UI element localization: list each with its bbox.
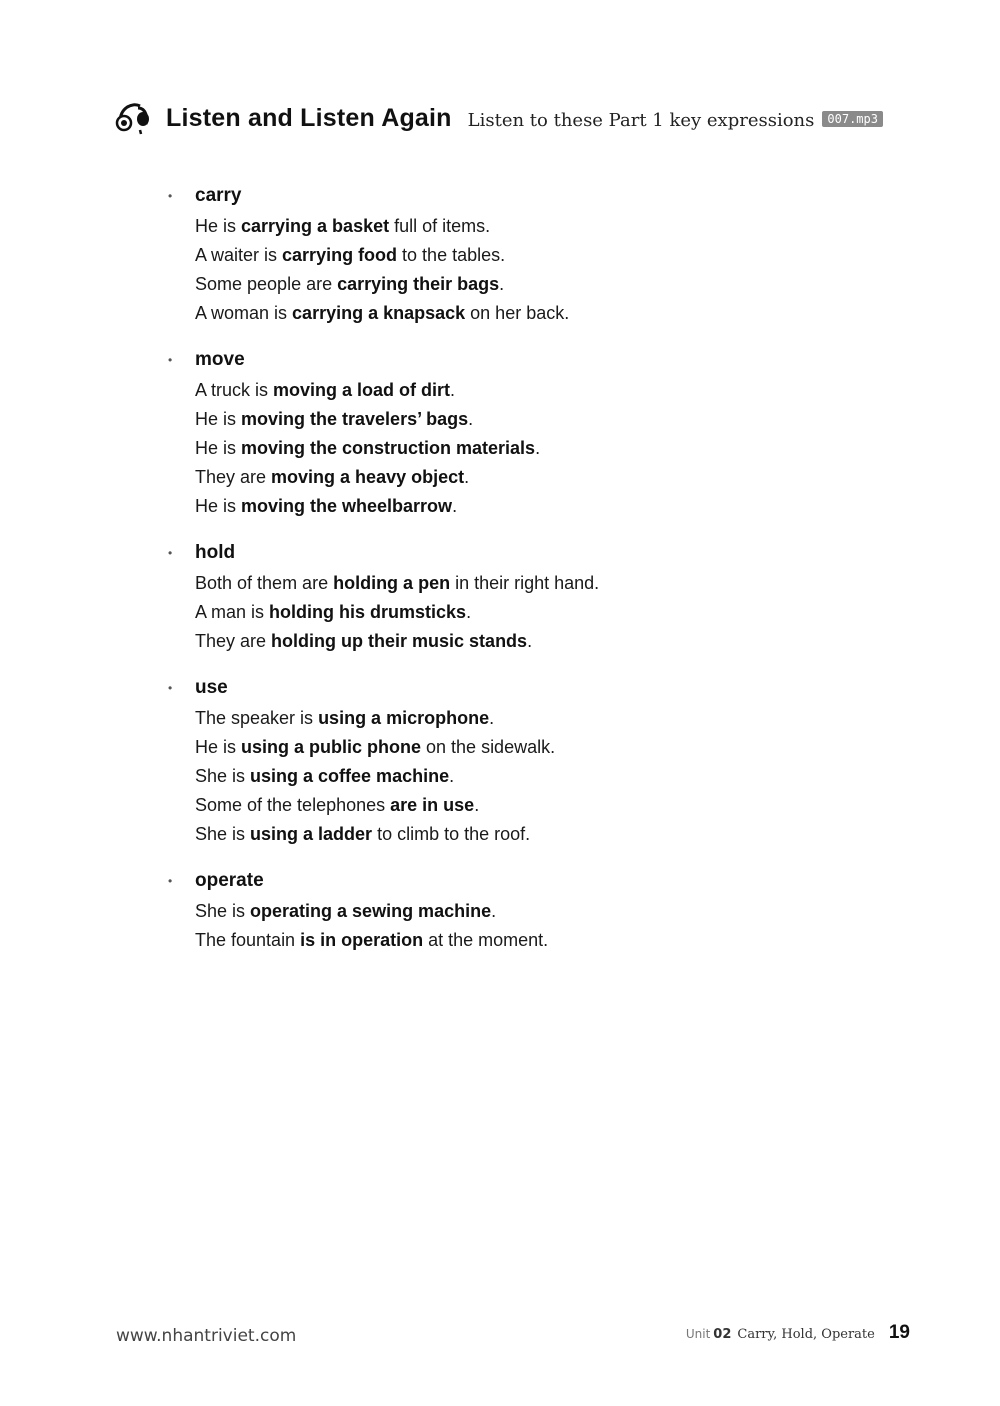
example-sentence — [195, 598, 885, 627]
sentence-text: Both of them are — [195, 573, 334, 593]
sentence-text: in their right hand. — [450, 573, 600, 593]
sentence-text: . — [499, 274, 505, 294]
sentence-text: They are — [195, 631, 272, 651]
sentence-text: He is — [195, 409, 242, 429]
unit-label: Unit — [685, 1327, 711, 1341]
footer-website: www.nhantriviet.com — [116, 1326, 297, 1346]
key-expression: moving the wheelbarrow — [241, 496, 453, 516]
example-sentence — [195, 762, 885, 791]
expression-group-heading — [165, 180, 885, 212]
sentence-text: . — [527, 631, 533, 651]
example-sentence — [195, 299, 885, 328]
sentence-text: Some of the telephones — [195, 795, 391, 815]
keyword: hold — [195, 542, 236, 563]
audio-track-badge: 007.mp3 — [822, 111, 883, 127]
expression-list — [165, 180, 885, 971]
example-sentence — [195, 212, 885, 241]
sentence-text: A man is — [195, 602, 270, 622]
sentence-text: . — [468, 409, 474, 429]
example-sentence — [195, 926, 885, 955]
sentence-text: She is — [195, 901, 251, 921]
keyword: move — [195, 349, 245, 370]
example-sentence — [195, 241, 885, 270]
sentence-text: . — [489, 708, 495, 728]
example-sentence — [195, 405, 885, 434]
bullet-icon: • — [168, 189, 173, 203]
key-expression: carrying a knapsack — [292, 303, 466, 323]
key-expression: carrying their bags — [337, 274, 500, 294]
sentence-text: He is — [195, 496, 242, 516]
example-sentence — [195, 627, 885, 656]
example-sentence — [195, 897, 885, 926]
sentence-text: on her back. — [465, 303, 570, 323]
sentence-text: . — [449, 766, 455, 786]
unit-title: Carry, Hold, Operate — [737, 1327, 875, 1342]
key-expression: moving the construction materials — [241, 438, 536, 458]
example-sentence — [195, 492, 885, 521]
example-sentence — [195, 434, 885, 463]
sentence-text: They are — [195, 467, 272, 487]
key-expression: holding a pen — [333, 573, 451, 593]
expression-group-move — [165, 344, 885, 521]
sentence-text: . — [452, 496, 458, 516]
key-expression: moving a heavy object — [271, 467, 465, 487]
key-expression: carrying a basket — [241, 216, 390, 236]
key-expression: operating a sewing machine — [250, 901, 492, 921]
key-expression: holding his drumsticks — [269, 602, 467, 622]
key-expression: using a microphone — [318, 708, 490, 728]
page-number: 19 — [888, 1322, 910, 1343]
sentence-text: A waiter is — [195, 245, 283, 265]
section-header — [112, 96, 883, 140]
footer-unit-info — [686, 1322, 910, 1344]
key-expression: moving the travelers’ bags — [241, 409, 469, 429]
key-expression: using a public phone — [241, 737, 422, 757]
sentence-text: . — [491, 901, 497, 921]
example-sentence — [195, 463, 885, 492]
sentence-text: . — [466, 602, 472, 622]
sentence-text: A woman is — [195, 303, 293, 323]
key-expression: using a ladder — [250, 824, 373, 844]
bullet-icon: • — [168, 681, 173, 695]
example-sentence — [195, 733, 885, 762]
example-sentence — [195, 820, 885, 849]
sentence-text: . — [474, 795, 480, 815]
sentence-text: on the sidewalk. — [421, 737, 556, 757]
page-subtitle: Listen to these Part 1 key expressions — [467, 109, 815, 131]
expression-group-heading — [165, 865, 885, 897]
example-sentence — [195, 569, 885, 598]
bullet-icon: • — [168, 546, 173, 560]
expression-group-heading — [165, 672, 885, 704]
keyword: carry — [195, 185, 242, 206]
bullet-icon: • — [168, 353, 173, 367]
key-expression: carrying food — [282, 245, 398, 265]
sentence-text: He is — [195, 216, 242, 236]
key-expression: holding up their music stands — [271, 631, 528, 651]
sentence-text: A truck is — [195, 380, 274, 400]
expression-group-heading — [165, 537, 885, 569]
headphone-icon — [112, 96, 156, 140]
expression-group-hold — [165, 537, 885, 656]
key-expression: are in use — [390, 795, 475, 815]
sentence-text: She is — [195, 824, 251, 844]
sentence-text: . — [535, 438, 541, 458]
keyword: use — [195, 677, 228, 698]
sentence-text: The fountain — [195, 930, 301, 950]
sentence-text: She is — [195, 766, 251, 786]
sentence-text: to climb to the roof. — [372, 824, 531, 844]
expression-group-carry — [165, 180, 885, 328]
example-sentence — [195, 791, 885, 820]
sentence-text: to the tables. — [397, 245, 506, 265]
sentence-text: Some people are — [195, 274, 338, 294]
sentence-text: full of items. — [389, 216, 491, 236]
sentence-text: He is — [195, 438, 242, 458]
expression-group-use — [165, 672, 885, 849]
bullet-icon: • — [168, 874, 173, 888]
key-expression: moving a load of dirt — [273, 380, 451, 400]
example-sentence — [195, 704, 885, 733]
key-expression: is in operation — [300, 930, 424, 950]
expression-group-operate — [165, 865, 885, 955]
sentence-text: The speaker is — [195, 708, 319, 728]
sentence-text: . — [464, 467, 470, 487]
example-sentence — [195, 270, 885, 299]
example-sentence — [195, 376, 885, 405]
keyword: operate — [195, 870, 264, 891]
sentence-text: . — [450, 380, 456, 400]
unit-number: 02 — [713, 1327, 732, 1342]
sentence-text: at the moment. — [423, 930, 549, 950]
page-title: Listen and Listen Again — [166, 103, 452, 132]
sentence-text: He is — [195, 737, 242, 757]
expression-group-heading — [165, 344, 885, 376]
key-expression: using a coffee machine — [250, 766, 450, 786]
